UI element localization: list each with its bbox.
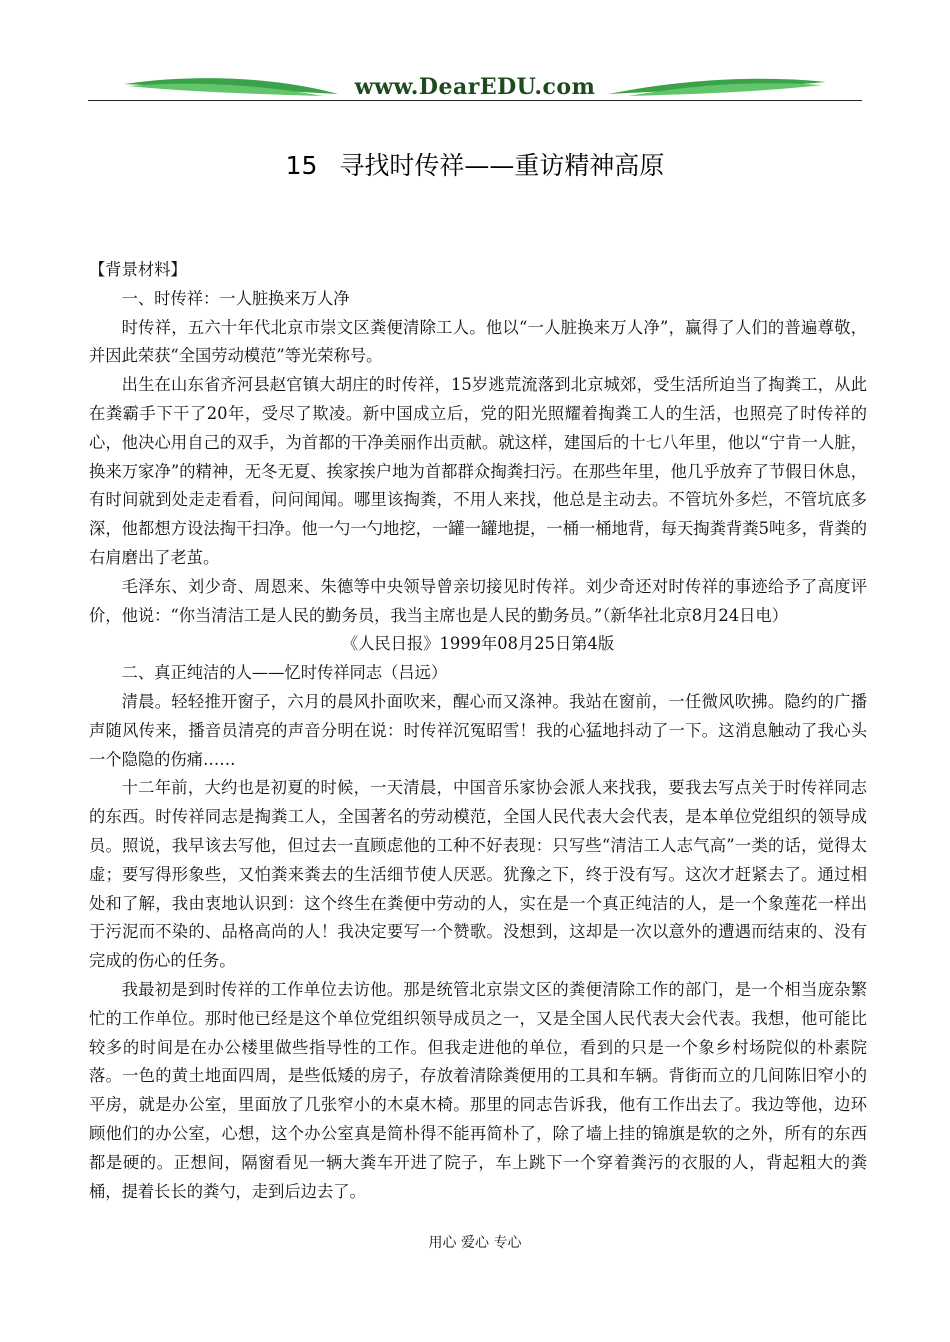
section-label: 【背景材料】 (89, 260, 187, 279)
page-title (0, 146, 950, 182)
article-body (89, 256, 867, 1206)
lesson-number: 15 (285, 151, 318, 180)
site-logo[interactable]: www.DearEDU.com (354, 74, 596, 100)
paragraph: 清晨。轻轻推开窗子，六月的晨风扑面吹来，醒心而又涤神。我站在窗前，一任微风吹拂。隐约的广播声随风传来，播音员清亮的声音分明在说：时传祥沉冤昭雪！我的心猛地抖动了一下。这消息触动了我心头一个隐隐的伤痛…… (89, 691, 867, 769)
paragraph: 时传祥，五六十年代北京市崇文区粪便清除工人。他以“一人脏换来万人净”，赢得了人们的普遍尊敬，并因此荣获“全国劳动模范”等光荣称号。 (89, 317, 867, 366)
part2-heading: 二、真正纯洁的人——忆时传祥同志（吕远） (121, 663, 448, 683)
site-header-banner (88, 70, 862, 104)
page-footer: 用心 爱心 专心 (428, 1235, 522, 1251)
paragraph: 我最初是到时传祥的工作单位去访他。那是统管北京崇文区的粪便清除工作的部门，是一个相当庞杂繁忙的工作单位。那时他已经是这个单位党组织领导成员之一，又是全国人民代表大会代表。我想，他可能比较多的时间是在办公楼里做些指导性的工作。但我走进他的单位，看到的只是一个象乡村场院似的朴素院落。一色的黄土地面四周，是些低矮的房子，存放着清除粪便用的工具和车辆。背街而立的几间陈旧窄小的平房，就是办公室，里面放了几张窄小的木桌木椅。那里的同志告诉我，他有工作出去了。我边等他，边环顾他们的办公室，心想，这个办公室真是简朴得不能再简朴了，除了墙上挂的锦旗是软的之外，所有的东西都是硬的。正想间，隔窗看见一辆大粪车开进了院子，车上跳下一个穿着粪污的衣服的人，背起粗大的粪桶，提着长长的粪勺，走到后边去了。 (89, 979, 867, 1201)
header-divider (88, 100, 862, 101)
title-text: 寻找时传祥——重访精神高原 (339, 151, 665, 180)
paragraph: 毛泽东、刘少奇、周恩来、朱德等中央领导曾亲切接见时传祥。刘少奇还对时传祥的事迹给予了高度评价，他说：“你当清洁工是人民的勤务员，我当主席也是人民的勤务员。”（新华社北京8月24日电） (89, 576, 867, 625)
part1-heading: 一、时传祥：一人脏换来万人净 (121, 288, 350, 308)
paragraph: 十二年前，大约也是初夏的时候，一天清晨，中国音乐家协会派人来找我，要我去写点关于时传祥同志的东西。时传祥同志是掏粪工人，全国著名的劳动模范，全国人民代表大会代表，是本单位党组织的领导成员。照说，我早该去写他，但过去一直顾虑他的工种不好表现：只写些“清洁工人志气高”一类的话，觉得太虚；要写得形象些，又怕粪来粪去的生活细节使人厌恶。犹豫之下，终于没有写。这次才赶紧去了。通过相处和了解，我由衷地认识到：这个终生在粪便中劳动的人，实在是一个真正纯洁的人，是一个象莲花一样出于污泥而不染的、品格高尚的人！我决定要写一个赞歌。没想到，这却是一次以意外的遭遇而结束的、没有完成的伤心的任务。 (89, 778, 867, 971)
paragraph: 出生在山东省齐河县赵官镇大胡庄的时传祥，15岁逃荒流落到北京城郊，受生活所迫当了掏粪工，从此在粪霸手下干了20年，受尽了欺凌。新中国成立后，党的阳光照耀着掏粪工人的生活，也照亮了时传祥的心，他决心用自己的双手，为首都的干净美丽作出贡献。就这样，建国后的十七八年里，他以“宁肯一人脏，换来万家净”的精神，无冬无夏、挨家挨户地为首都群众掏粪扫污。在那些年里，他几乎放弃了节假日休息，有时间就到处走走看看，问问闻闻。哪里该掏粪，不用人来找，他总是主动去。不管坑外多烂，不管坑底多深，他都想方设法掏干扫净。他一勺一勺地挖，一罐一罐地提，一桶一桶地背，每天掏粪背粪5吨多，背粪的右肩磨出了老茧。 (89, 375, 867, 567)
source-citation: 《人民日报》1999年08月25日第4版 (341, 634, 615, 654)
